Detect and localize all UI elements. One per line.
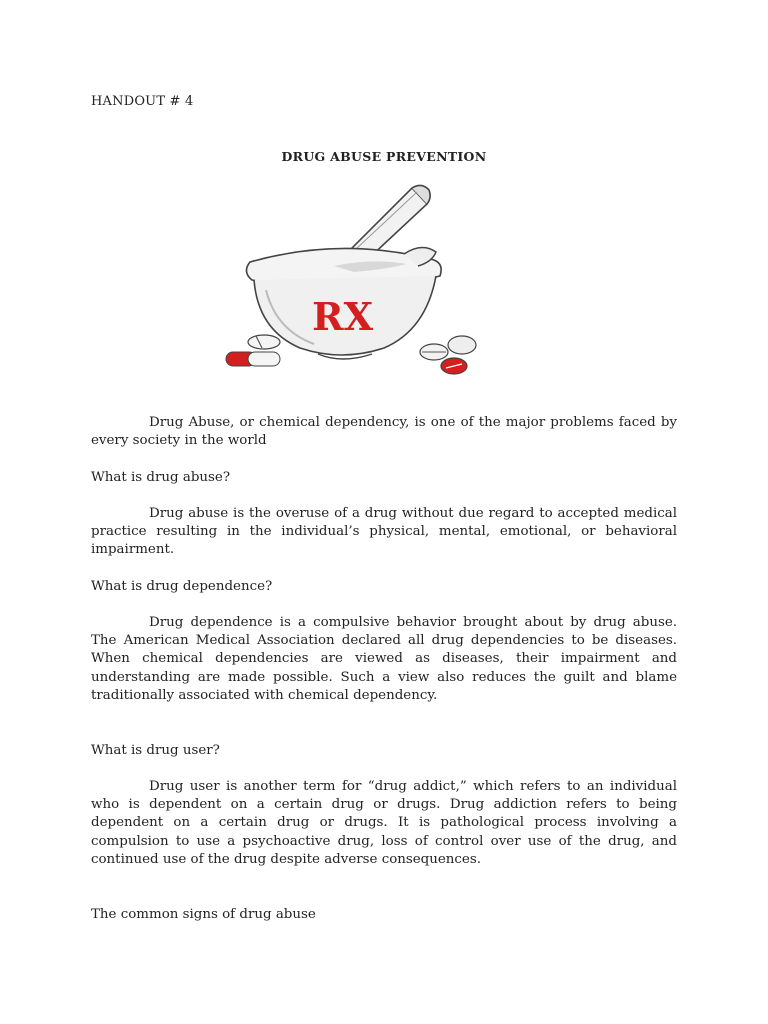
mortar-and-pestle-rx-icon (222, 180, 482, 380)
question-drug-abuse: What is drug abuse? (91, 470, 230, 485)
svg-text:RX: RX (312, 294, 374, 339)
pill-capsules-icon (226, 335, 280, 366)
rx-symbol-icon (312, 294, 374, 339)
intro-paragraph: Drug Abuse, or chemical dependency, is one of the major problems faced by every society in the world (91, 415, 677, 449)
tablets-icon (420, 336, 476, 374)
page-title: DRUG ABUSE PREVENTION (281, 149, 487, 164)
answer-drug-abuse: Drug abuse is the overuse of a drug without due regard to accepted medical practice resulting in the individual’s physical, mental, emotional, or behavioral impairment. (91, 506, 677, 558)
answer-drug-dependence: Drug dependence is a compulsive behavior brought about by drug abuse. The American Medical Association declared all drug dependencies to be diseases. When chemical dependencies are viewed as diseases, their impairment and understanding are made possible. Such a view also reduces the guilt and blame traditionally associated with chemical dependency. (91, 615, 677, 703)
closing-heading: The common signs of drug abuse (91, 907, 316, 922)
question-drug-dependence: What is drug dependence? (91, 579, 273, 594)
question-drug-user: What is drug user? (91, 743, 220, 758)
handout-label: HANDOUT # 4 (91, 94, 194, 109)
answer-drug-user: Drug user is another term for “drug addict,” which refers to an individual who is dependent on a certain drug or drugs. Drug addiction refers to being dependent on a certain drug or drugs. It is pathological process involving a compulsion to use a psychoactive drug, loss of control over use of the drug, and continued use of the drug despite adverse consequences. (91, 779, 677, 867)
